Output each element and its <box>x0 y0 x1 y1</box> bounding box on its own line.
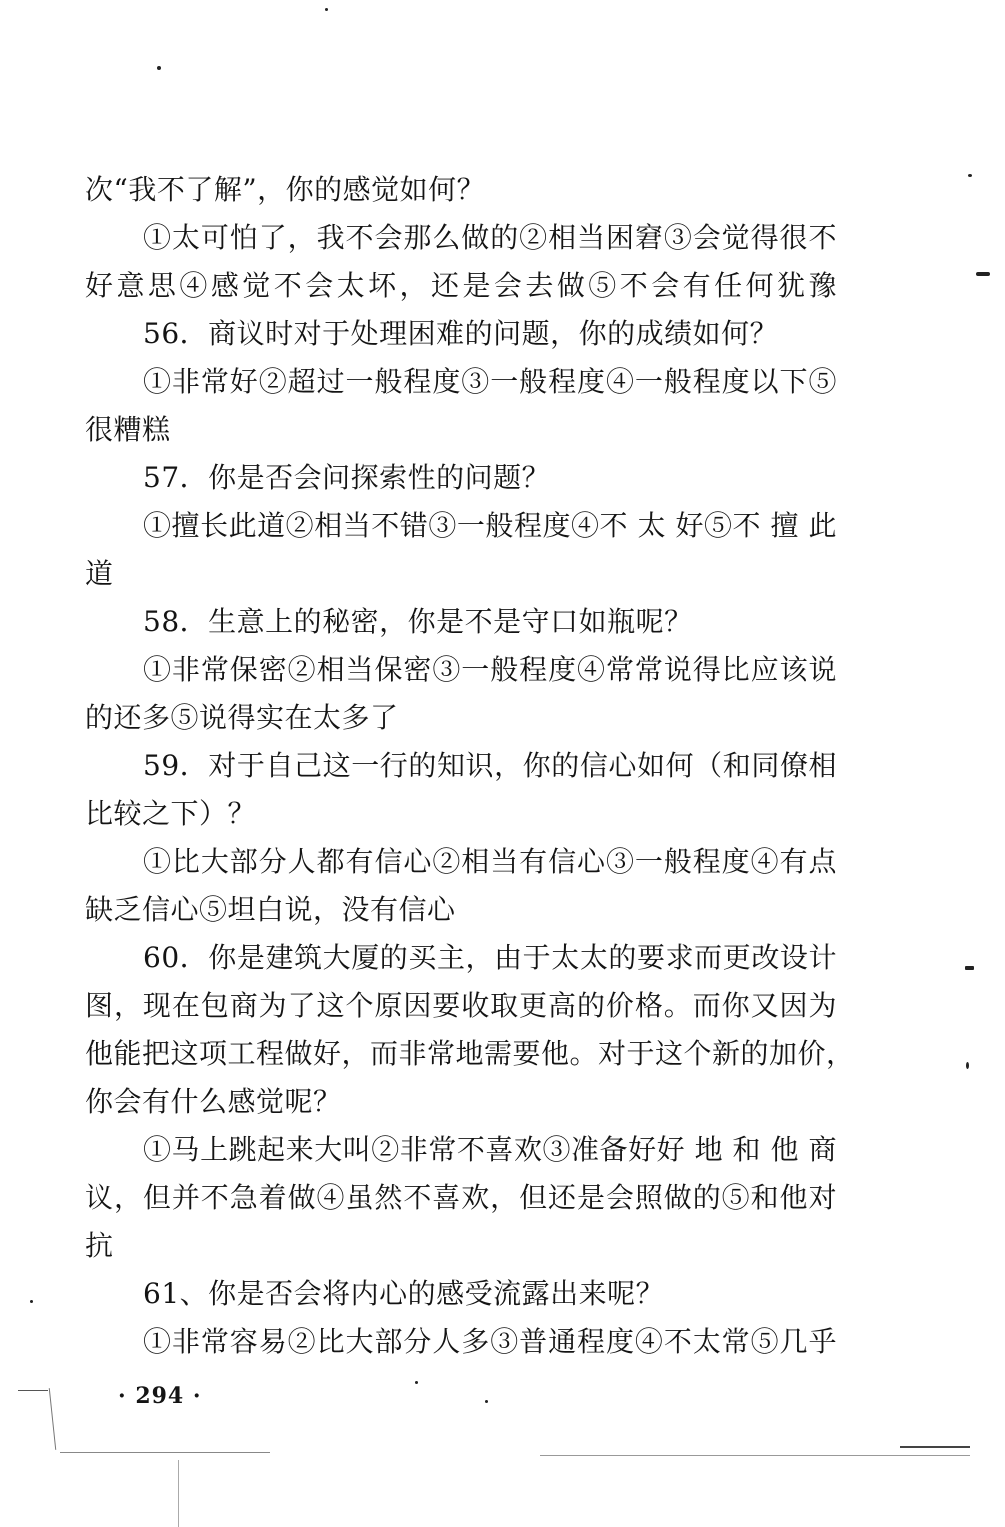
scan-speck <box>30 1300 33 1303</box>
question-58: 58．生意上的秘密，你是不是守口如瓶呢？ <box>143 605 693 638</box>
scan-edge <box>540 1455 970 1456</box>
question-59: 59．对于自己这一行的知识，你的信心如何（和同僚相 <box>143 749 837 782</box>
scan-speck <box>325 8 328 11</box>
text-line: ①非常容易②比大部分人多③普通程度④不太常⑤几乎 <box>143 1325 837 1358</box>
text-line: 很糟糕 <box>85 413 171 446</box>
scan-speck <box>976 272 990 276</box>
scan-edge <box>60 1452 270 1453</box>
scan-speck <box>968 174 972 177</box>
question-57: 57．你是否会问探索性的问题？ <box>143 461 551 494</box>
text-line: ①比大部分人都有信心②相当有信心③一般程度④有点 <box>143 845 837 878</box>
text-line: ①马上跳起来大叫②非常不喜欢③准备好好 地 和 他 商 <box>143 1133 837 1166</box>
text-line: 你会有什么感觉呢？ <box>85 1085 342 1118</box>
question-56: 56．商议时对于处理困难的问题，你的成绩如何？ <box>143 317 779 350</box>
text-line: 的还多⑤说得实在太多了 <box>85 701 399 734</box>
text-line: 抗 <box>85 1229 114 1262</box>
question-60: 60．你是建筑大厦的买主，由于太太的要求而更改设计 <box>143 941 837 974</box>
scan-edge <box>900 1446 970 1448</box>
text-line: 比较之下）？ <box>85 797 257 830</box>
text-line: 议，但并不急着做④虽然不喜欢，但还是会照做的⑤和他对 <box>85 1181 837 1214</box>
scan-edge <box>49 1388 56 1450</box>
text-line: 他能把这项工程做好，而非常地需要他。对于这个新的加价， <box>85 1037 855 1070</box>
text-line: 好意思④感觉不会太坏，还是会去做⑤不会有任何犹豫 <box>85 269 837 302</box>
text-line: ①太可怕了，我不会那么做的②相当困窘③会觉得很不 <box>143 221 837 254</box>
text-line: ①非常好②超过一般程度③一般程度④一般程度以下⑤ <box>143 365 837 398</box>
text-line: 缺乏信心⑤坦白说，没有信心 <box>85 893 456 926</box>
page-number: · 294 · <box>118 1383 202 1409</box>
text-line: 次“我不了解”，你的感觉如何？ <box>85 173 486 206</box>
scan-speck <box>966 1062 969 1069</box>
text-line: ①非常保密②相当保密③一般程度④常常说得比应该说 <box>143 653 837 686</box>
scan-speck <box>415 1381 418 1384</box>
text-line: ①擅长此道②相当不错③一般程度④不 太 好⑤不 擅 此 <box>143 509 837 542</box>
scan-edge <box>178 1460 179 1527</box>
text-line: 道 <box>85 557 114 590</box>
scan-speck <box>157 66 161 70</box>
scan-speck <box>965 966 974 970</box>
text-line: 图，现在包商为了这个原因要收取更高的价格。而你又因为 <box>85 989 837 1022</box>
scan-speck <box>485 1400 488 1403</box>
scan-edge <box>18 1390 48 1391</box>
question-61: 61、你是否会将内心的感受流露出来呢？ <box>143 1277 665 1310</box>
